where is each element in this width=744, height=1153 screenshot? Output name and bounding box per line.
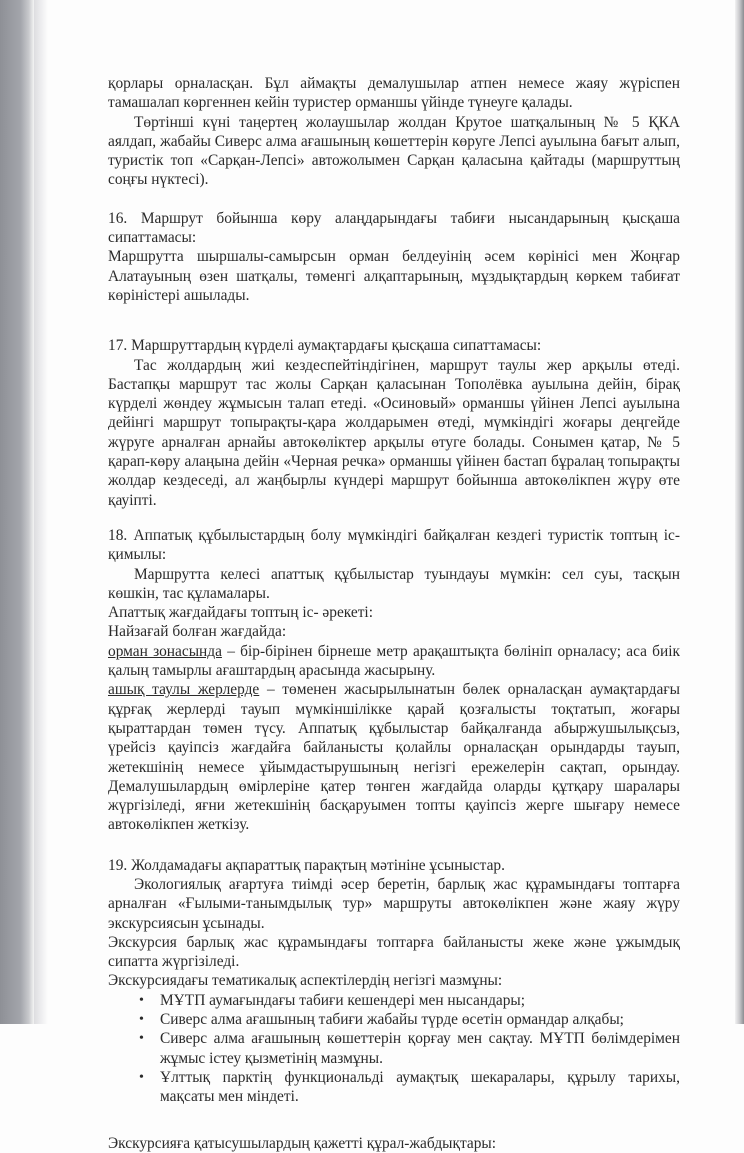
open-terrain-term: ашық таулы жерлерде	[108, 681, 260, 699]
bullet-icon: •	[139, 992, 144, 1008]
list-item	[108, 1029, 680, 1068]
section-19-heading: 19. Жолдамадағы ақпараттық парақтың мәтініне ұсыныстар.	[108, 856, 505, 874]
section-18-open-paragraph	[108, 680, 680, 834]
forest-text: – бір-бірінен бірнеше метр арақаштықта бөлініп орналасу; аса биік қалың тамырлы ағаштардың арасында жасырыну.	[108, 642, 680, 680]
bullet-icon: •	[139, 1012, 144, 1028]
scan-edge-left	[0, 0, 34, 1024]
section-18-lightning-label: Найзағай болған жағдайда:	[108, 623, 287, 641]
document-page	[108, 74, 680, 1153]
section-17-body: Тас жолдардың жиі кездеспейтіндігінен, маршрут таулы жер арқылы өтеді. Бастапқы маршрут тас жолы Сарқан қаласынан Тополёвка ауылына дейін, бірақ күрделі жөндеу жұмысын талап етеді. «Осиновый» орманшы үйінен Лепсі ауылына дейінгі маршрут топырақты-қара жолдарымен өтеді, мүмкіндігі жоғары деңгейде жүруге арналған арнайы автокөліктер арқылы өтуге болады. Сонымен қатар, № 5 қарап-көру алаңына дейін «Черная речка» орманшы үйінен бастап бұралаң топырақты жолдар кездеседі, ал жаңбырлы күндері маршрут бойынша автокөлікпен жүру өте қауіпті.	[108, 356, 680, 509]
section-18-body: Маршрутта келесі апаттық құбылыстар туындауы мүмкін: сел суы, тасқын көшкін, тас құламалары.	[108, 565, 680, 602]
intro-paragraph-1: қорлары орналасқан. Бұл аймақты демалушылар атпен немесе жаяу жүріспен тамашалап көргеннен кейін туристер орманшы үйінде түнеуге қалады.	[108, 75, 680, 112]
scan-edge-shadow	[34, 0, 48, 1024]
section-19-body-1: Экологиялық ағартуға тиімді әсер беретін, барлық жас құрамындағы топтарға арналған «Ғылыми-танымдылық тур» маршруты автокөлікпен және жаяу жүру экскурсиясын ұсынады.	[108, 875, 680, 932]
scan-edge-right	[735, 0, 744, 1024]
section-16-body: Маршрутта шыршалы-самырсын орман белдеуінің әсем көрінісі мен Жоңғар Алатауының өзен шатқалы, төменгі алқаптарының, мұздықтардың көркем табиғат көріністері ашылады.	[108, 248, 680, 304]
intro-paragraph-2: Төртінші күні таңертең жолаушылар жолдан Крутое шатқалының № 5 ҚКА аялдап, жабайы Сиверс алма ағашының көшеттерін көруге Лепсі ауылына бағыт алып, туристік топ «Сарқан-Лепсі» автожолымен Сарқан қаласына қайтады (маршруттың соңғы нүктесі).	[108, 113, 680, 189]
section-19-aspects-label: Экскурсиядағы тематикалық аспектілердің негізгі мазмұны:	[108, 972, 503, 990]
list-item	[108, 1010, 680, 1029]
list-item-text: Сиверс алма ағашының табиғи жабайы түрде өсетін ормандар алқабы;	[160, 1011, 624, 1029]
aspects-list	[108, 991, 680, 1107]
section-18-forest-paragraph	[108, 642, 680, 681]
list-item-text: МҰТП аумағындағы табиғи кешендері мен нысандары;	[160, 991, 526, 1009]
section-19-body-2: Экскурсия барлық жас құрамындағы топтарға байланысты жеке және ұжымдық сипатта жүргізіледі.	[108, 933, 680, 971]
section-18-heading: 18. Аппатық құбылыстардың болу мүмкіндігі байқалған кездегі туристік топтың іс-қимылы:	[108, 526, 680, 564]
open-terrain-text: – төменен жасырылынатын бөлек орналасқан аумақтардағы құрғақ жерлерді тауып мүмкіншілікке қарай қозғалысты тоқтатып, жоғары қыраттардан төмен түсу. Аппатық құбылыстар байқалғанда абыржушылықсыз, үрейсіз қауіпсіз жағдайға байланысты қолайлы орналасқан орындарды тауып, жетекшінің немесе ұйымдастырушының негізгі ережелерін сақтап, орындау. Демалушылардың өмірлеріне қатер төнген жағдайда оларды құтқару шаралары жүргізіледі, яғни жетекшінің басқаруымен топты қауіпсіз жерге шығару немесе автокөлікпен жеткізу.	[108, 681, 680, 834]
list-item-text: Ұлттық парктің функциональді аумақтық шекаралары, құрылу тарихы, мақсаты мен міндеті.	[160, 1068, 680, 1106]
equipment-label: Экскурсияға қатысушылардың қажетті құрал-жабдықтары:	[108, 1134, 497, 1152]
section-17-heading: 17. Маршруттардың күрделі аумақтардағы қысқаша сипаттамасы:	[108, 337, 542, 355]
bullet-icon: •	[139, 1069, 144, 1085]
forest-term: орман зонасында	[108, 642, 222, 660]
list-item-text: Сиверс алма ағашының көшеттерін қорғау мен сақтау. МҰТП бөлімдерімен жұмыс істеу қызметінің мазмұны.	[160, 1030, 680, 1067]
list-item	[108, 991, 680, 1010]
section-16-heading: 16. Маршрут бойынша көру алаңдарындағы табиғи нысандарының қысқаша сипаттамасы:	[108, 209, 680, 247]
section-18-actions-label: Апаттық жағдайдағы топтың іс- әрекеті:	[108, 604, 373, 622]
list-item	[108, 1068, 680, 1107]
bullet-icon: •	[139, 1031, 144, 1047]
